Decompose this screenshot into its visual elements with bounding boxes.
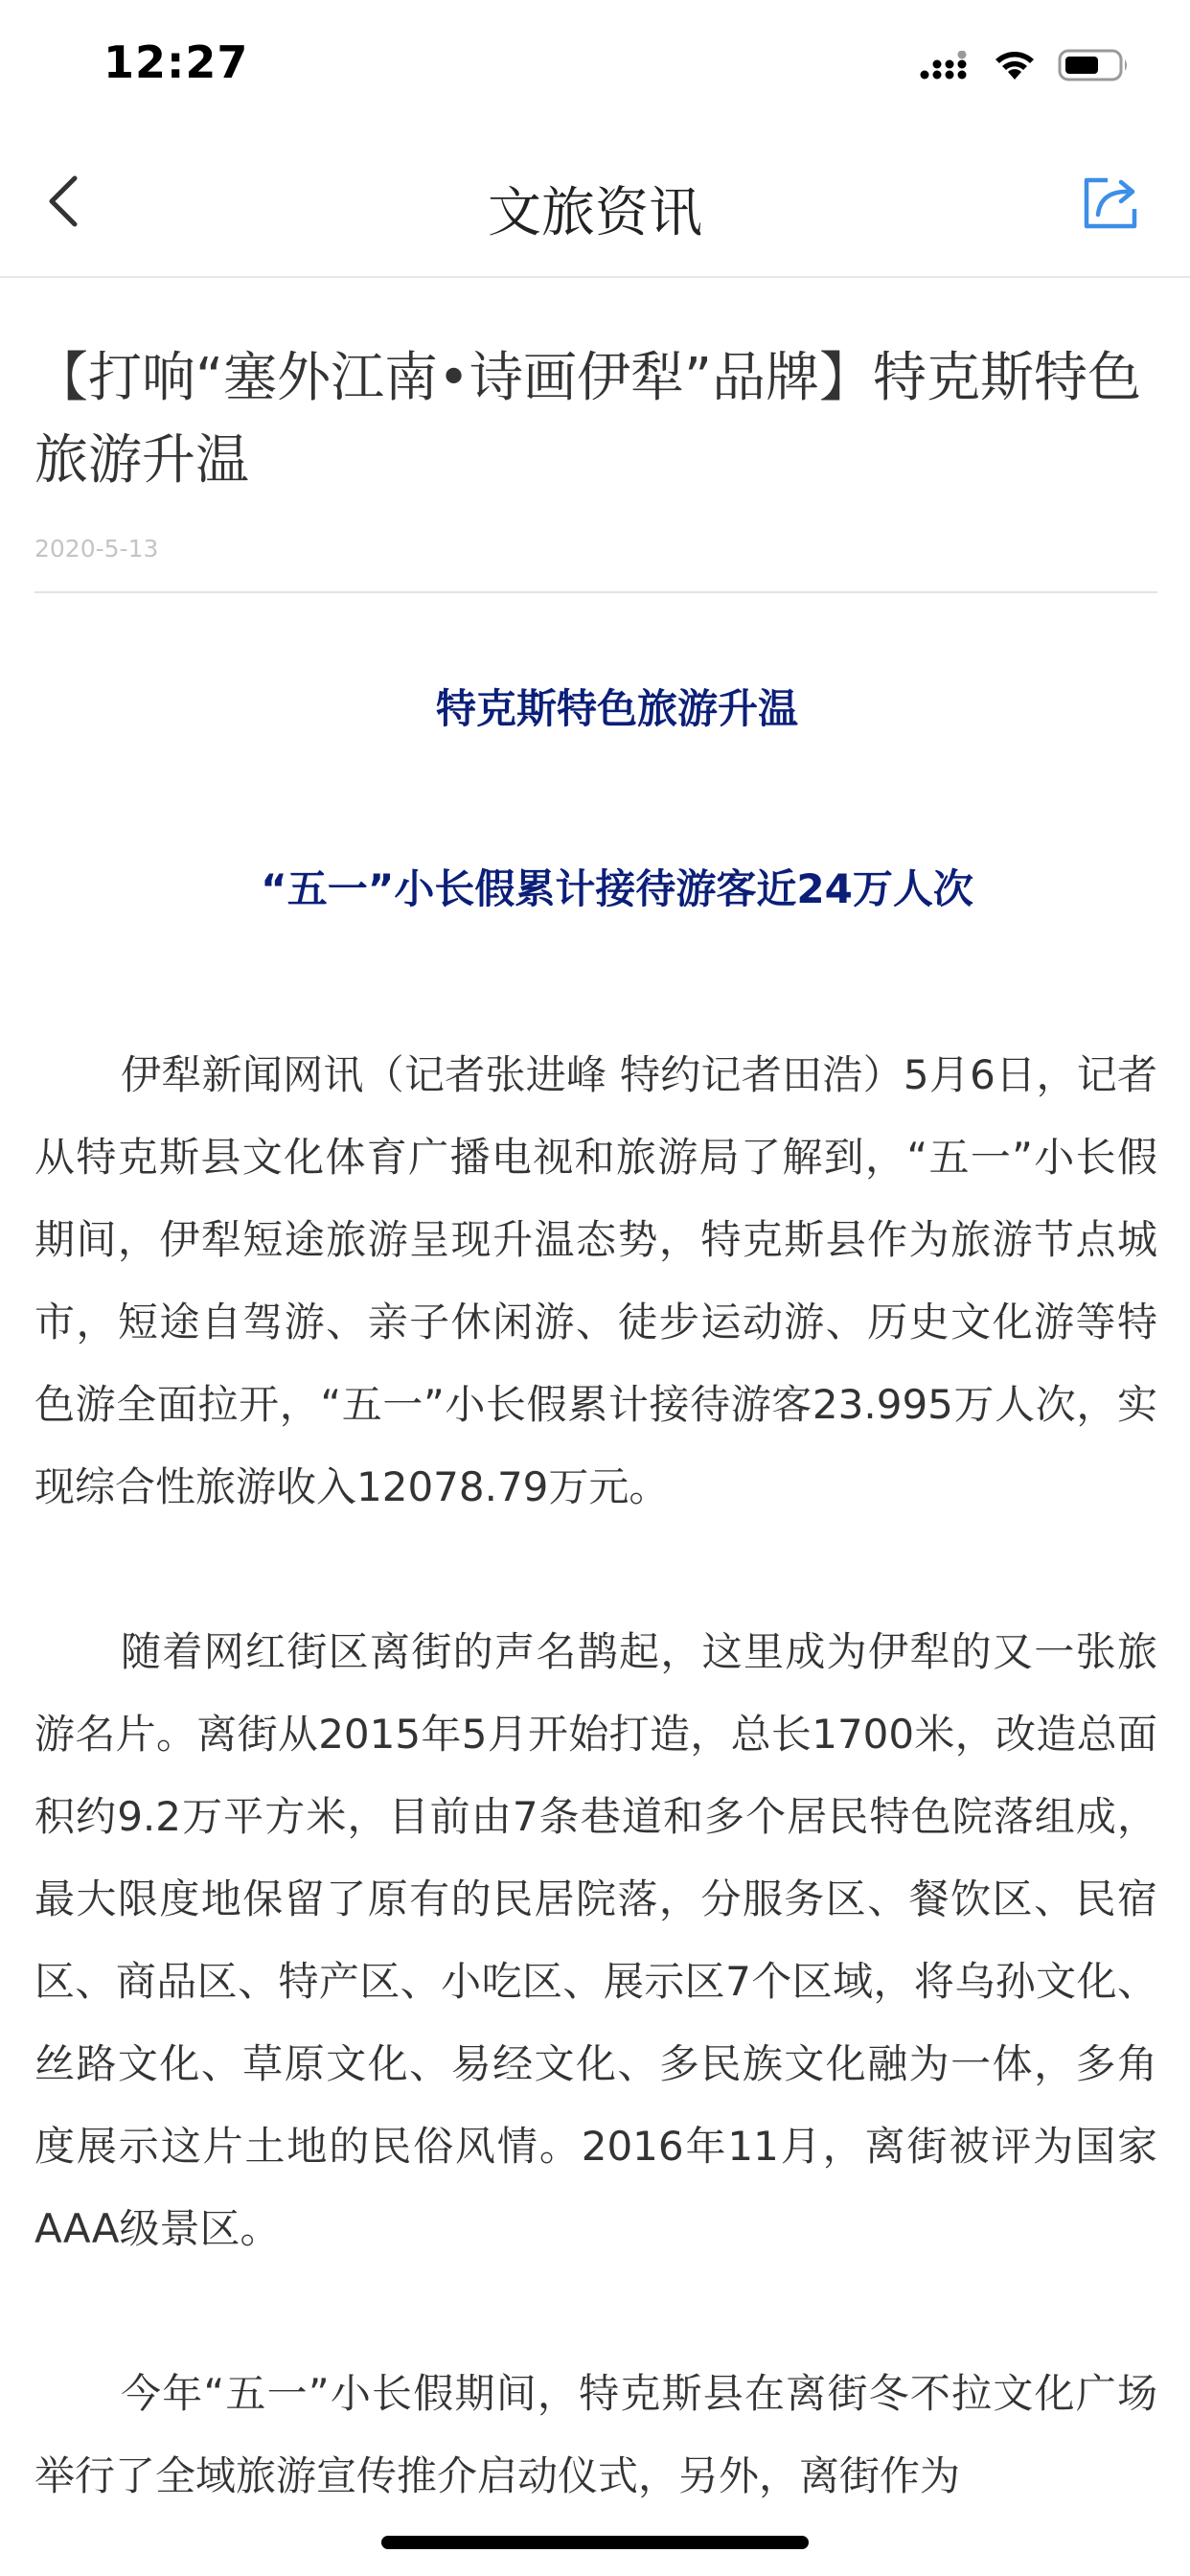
cellular-signal-icon: [920, 51, 972, 80]
wifi-icon: [993, 49, 1037, 81]
article-paragraph: 伊犁新闻网讯（记者张进峰 特约记者田浩）5月6日，记者从特克斯县文化体育广播电视和旅游局了解到，“五一”小长假期间，伊犁短途旅游呈现升温态势，特克斯县作为旅游节点城市，短途自驾游、亲子休闲游、徒步运动游、历史文化游等特色游全面拉开，“五一”小长假累计接待游客23.995万人次，实现综合性旅游收入12078.79万元。: [34, 1051, 1157, 1510]
nav-bar: [0, 126, 1190, 278]
article-subheading: 特克斯特色旅游升温: [435, 685, 798, 732]
share-icon: [1079, 171, 1146, 232]
article-date: 2020-5-13: [34, 535, 159, 563]
article-subheading: “五一”小长假累计接待游客近24万人次: [261, 865, 973, 912]
battery-icon: [1058, 48, 1131, 82]
status-bar: [0, 0, 1190, 126]
share-button[interactable]: [1079, 171, 1146, 232]
article-title: 【打响“塞外江南•诗画伊犁”品牌】特克斯特色旅游升温: [34, 347, 1142, 492]
article: [34, 278, 1157, 2518]
home-indicator[interactable]: [381, 2536, 809, 2549]
article-paragraph: 随着网红街区离街的声名鹊起，这里成为伊犁的又一张旅游名片。离街从2015年5月开始打造，总长1700米，改造总面积约9.2万平方米，目前由7条巷道和多个居民特色院落组成，最大限度地保留了原有的民居院落，分服务区、餐饮区、民宿区、商品区、特产区、小吃区、展示区7个区域，将乌孙文化、丝路文化、草原文化、易经文化、多民族文化融为一体，多角度展示这片土地的民俗风情。2016年11月，离街被评为国家AAA级景区。: [34, 1628, 1157, 2252]
article-paragraph: 今年“五一”小长假期间，特克斯县在离街冬不拉文化广场举行了全域旅游宣传推介启动仪式，另外，离街作为: [34, 2370, 1157, 2499]
divider: [34, 591, 1157, 593]
status-time: 12:27: [103, 36, 249, 88]
page-title: 文旅资讯: [488, 182, 702, 244]
status-icons: [920, 46, 1131, 84]
